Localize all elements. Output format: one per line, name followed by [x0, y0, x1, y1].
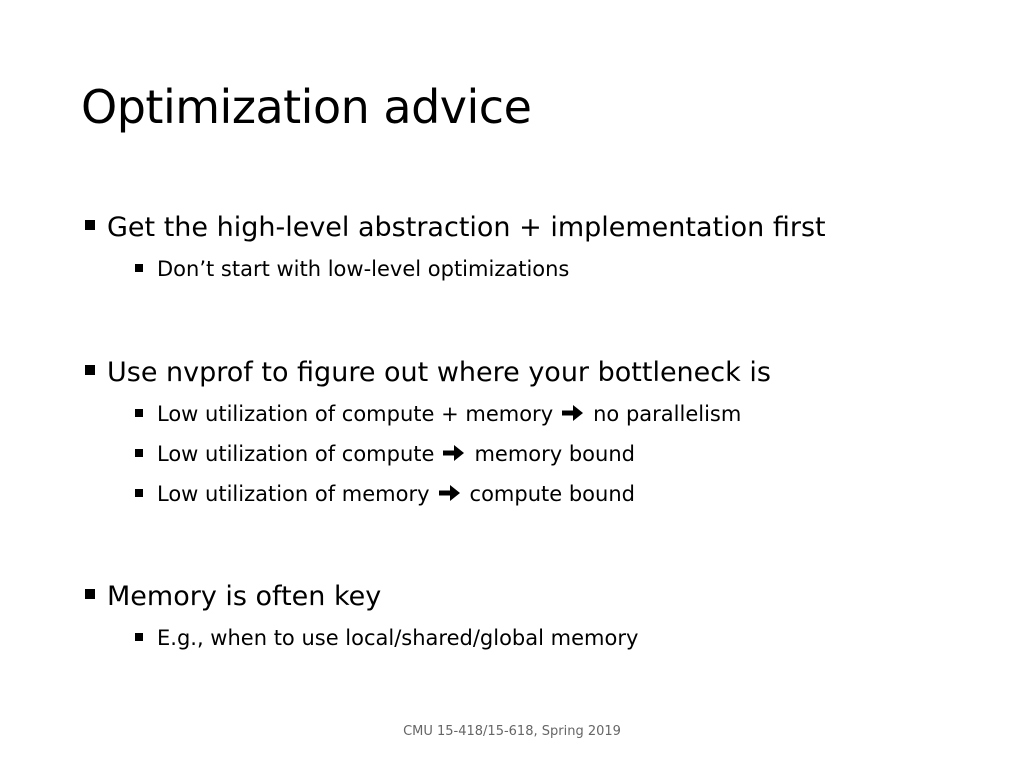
right-arrow-icon: [439, 484, 461, 502]
slide-title: Optimization advice: [81, 80, 532, 134]
square-bullet-icon: [85, 220, 95, 230]
sub-bullet-result: memory bound: [474, 442, 635, 466]
sub-bullet-text: Low utilization of memory: [157, 482, 430, 506]
right-arrow-icon: [562, 404, 584, 422]
sub-bullet-item: [135, 398, 741, 430]
square-bullet-icon: [85, 365, 95, 375]
sub-bullet-text: Don’t start with low-level optimizations: [157, 257, 570, 281]
bullet-item: [85, 576, 381, 616]
sub-bullet-text: Low utilization of compute: [157, 442, 435, 466]
sub-bullet-result: compute bound: [469, 482, 635, 506]
square-bullet-icon: [135, 449, 143, 457]
slide-footer: CMU 15-418/15-618, Spring 2019: [403, 724, 621, 739]
sub-bullet-item: [135, 478, 635, 510]
square-bullet-icon: [135, 633, 143, 641]
sub-bullet-result: no parallelism: [593, 402, 742, 426]
bullet-text: Get the high-level abstraction + implementation first: [107, 211, 826, 243]
sub-bullet-text: Low utilization of compute + memory: [157, 402, 554, 426]
sub-bullet-item: [135, 438, 635, 470]
bullet-text: Use nvprof to figure out where your bottleneck is: [107, 356, 771, 388]
right-arrow-icon: [443, 444, 465, 462]
square-bullet-icon: [135, 264, 143, 272]
bullet-item: [85, 352, 771, 392]
bullet-item: [85, 207, 826, 247]
square-bullet-icon: [135, 489, 143, 497]
sub-bullet-item: [135, 253, 569, 285]
sub-bullet-text: E.g., when to use local/shared/global memory: [157, 626, 639, 650]
square-bullet-icon: [135, 409, 143, 417]
sub-bullet-item: [135, 622, 638, 654]
square-bullet-icon: [85, 589, 95, 599]
bullet-text: Memory is often key: [107, 580, 382, 612]
